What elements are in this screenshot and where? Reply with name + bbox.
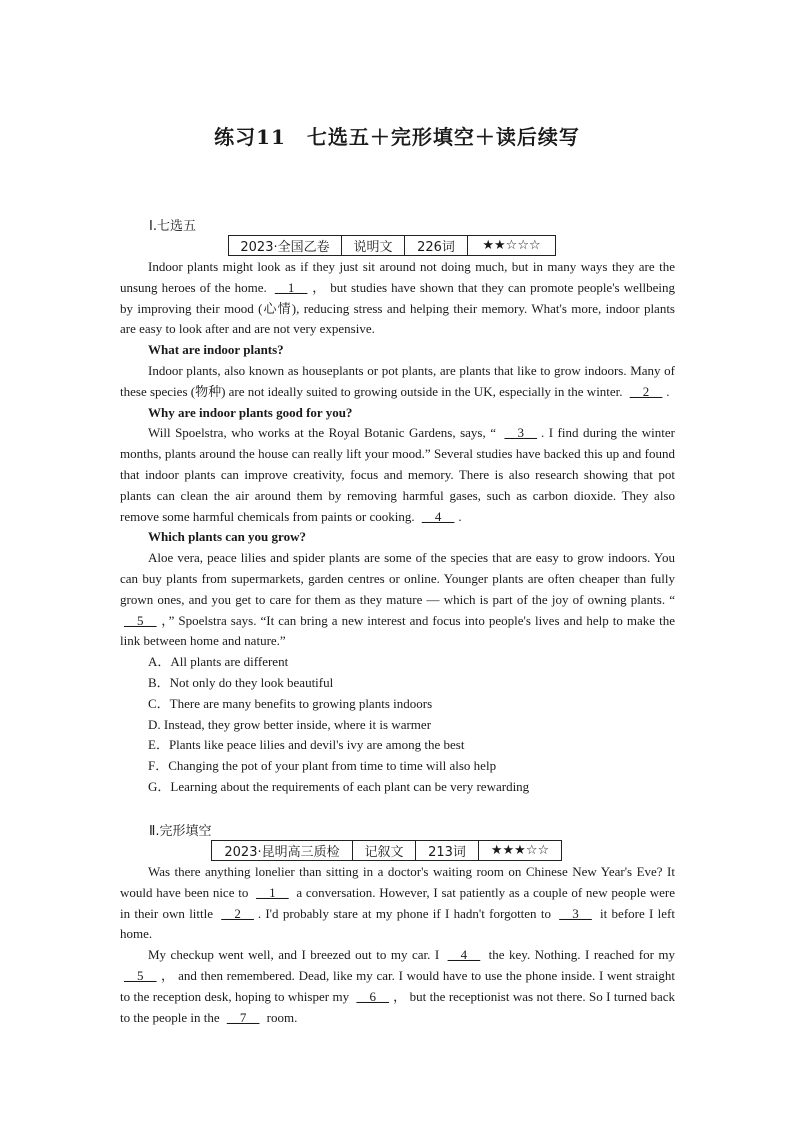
blank-6[interactable]: __6__	[356, 988, 389, 1004]
subheading: Why are indoor plants good for you?	[148, 404, 353, 420]
option-b: B．Not only do they look beautiful	[148, 674, 334, 690]
blank-4[interactable]: __4__	[447, 947, 481, 963]
page-title: 练习11 七选五＋完形填空＋读后续写	[214, 125, 580, 149]
blank-3[interactable]: __3__	[559, 905, 592, 921]
info-table-2	[211, 840, 562, 861]
section-heading-cloze: Ⅱ.完形填空	[149, 824, 212, 839]
subheading: Which plants can you grow?	[148, 529, 306, 545]
subheading: What are indoor plants?	[148, 342, 284, 358]
paragraph: Was there anything lonelier than sitting in a doctor's waiting room on Chinese New Year's Eve? It would have been nice to __1__ a conversation. However, I sat patiently as a couple of new people were in their own little __2__ . I'd probably stare at my phone if I hadn't forgotten to __3__ it before I left home.	[120, 864, 675, 942]
info-source: 2023·昆明高三质检	[212, 841, 353, 861]
blank-5[interactable]: __5__	[124, 967, 157, 983]
blank-1[interactable]: __1__	[274, 279, 308, 295]
blank-1[interactable]: __1__	[256, 884, 289, 900]
info-word-count: 226词	[405, 236, 468, 256]
blank-2[interactable]: __2__	[629, 383, 663, 399]
section-heading-seven-choose-five: Ⅰ.七选五	[149, 219, 196, 234]
option-e: E．Plants like peace lilies and devil's ivy are among the best	[148, 737, 465, 753]
info-source: 2023·全国乙卷	[229, 236, 342, 256]
info-genre: 说明文	[342, 236, 405, 256]
blank-2[interactable]: __2__	[221, 905, 254, 921]
paragraph: Indoor plants might look as if they just sit around not doing much, but in many ways they are the unsung heroes of the home. __1__ ， but studies have shown that they can promote people's wellbeing by improving their mood (心情), reducing stress and helping their memory. What's more, indoor plants are easy to look after and are not very expensive.	[120, 259, 675, 337]
paragraph: My checkup went well, and I breezed out to my car. I __4__ the key. Nothing. I reached for my __5__ ， and then remembered. Dead, like my car. I would have to use the phone inside. I went straight to the reception desk, hoping to whisper my __6__ ， but the receptionist was not there. So I turned back to the people in the __7__ room.	[120, 947, 675, 1025]
paragraph: Will Spoelstra, who works at the Royal Botanic Gardens, says, “ __3__ . I find during the winter months, plants around the house can really lift your mood.” Several studies have backed this up and found that indoor plants can improve creativity, focus and memory. There is also research showing that pot plants can clean the air around them by removing harmful gases, such as carbon dioxide. They also remove some harmful chemicals from paints or cooking. __4__ .	[120, 425, 675, 524]
blank-5[interactable]: __5__	[124, 612, 157, 628]
paragraph: Indoor plants, also known as houseplants or pot plants, are plants that like to grow indoors. Many of these species (物种) are not ideally suited to growing outside in the UK, especially in the winter. __2__ .	[120, 362, 675, 399]
info-genre: 记叙文	[353, 841, 416, 861]
passage-2	[120, 862, 675, 1028]
info-word-count: 213词	[416, 841, 479, 861]
option-g: G．Learning about the requirements of each plant can be very rewarding	[148, 778, 530, 794]
blank-4[interactable]: __4__	[421, 508, 455, 524]
paragraph: Aloe vera, peace lilies and spider plants are some of the species that are easy to grow indoors. You can buy plants from supermarkets, garden centres or online. Younger plants are often cheaper than fully grown ones, and you get to care for them as they mature — which is part of the joy of owning plants. “ __5__ ，” Spoelstra says. “It can bring a new interest and focus into people's lives and help to make the link between home and nature.”	[120, 550, 675, 649]
info-difficulty: ★★★☆☆	[479, 841, 562, 861]
option-d: D. Instead, they grow better inside, where it is warmer	[148, 716, 432, 732]
info-table-1	[228, 235, 556, 256]
option-a: A．All plants are different	[148, 654, 289, 670]
option-f: F．Changing the pot of your plant from time to time will also help	[148, 758, 497, 774]
option-c: C．There are many benefits to growing plants indoors	[148, 695, 433, 711]
blank-7[interactable]: __7__	[226, 1009, 260, 1025]
passage-1	[120, 257, 675, 798]
info-difficulty: ★★☆☆☆	[468, 236, 556, 256]
blank-3[interactable]: __3__	[504, 425, 537, 441]
